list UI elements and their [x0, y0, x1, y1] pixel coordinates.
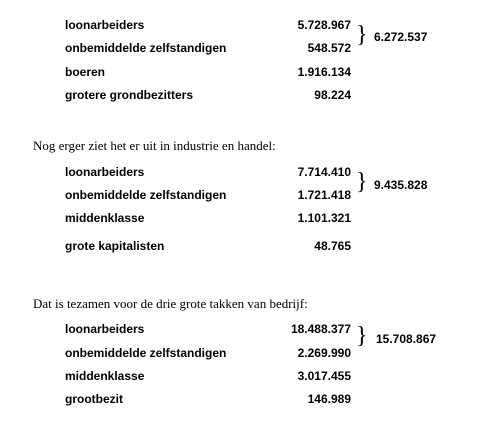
- group-total: 15.708.867: [376, 332, 437, 346]
- row-label: grotere grondbezitters: [65, 88, 194, 102]
- row-label: loonarbeiders: [65, 18, 145, 32]
- row-value: 5.728.967: [297, 18, 351, 32]
- table-row: [65, 321, 365, 337]
- row-label: middenklasse: [65, 211, 145, 225]
- row-value: 548.572: [307, 41, 351, 55]
- row-value: 98.224: [314, 88, 351, 102]
- table-row: [65, 87, 365, 103]
- row-value: 3.017.455: [297, 369, 351, 383]
- row-label: onbemiddelde zelfstandigen: [65, 41, 227, 55]
- row-label: middenklasse: [65, 369, 145, 383]
- group-total: 6.272.537: [374, 30, 428, 44]
- table-row: [65, 210, 365, 226]
- row-value: 146.989: [307, 392, 351, 406]
- table-row: [65, 164, 365, 180]
- brace-symbol: }: [356, 22, 368, 48]
- group-total: 9.435.828: [374, 178, 428, 192]
- table-row: [65, 187, 365, 203]
- row-label: onbemiddelde zelfstandigen: [65, 188, 227, 202]
- section-intro-text: Dat is tezamen voor de drie grote takken van bedrijf:: [33, 296, 308, 311]
- row-label: onbemiddelde zelfstandigen: [65, 346, 227, 360]
- row-label: grote kapitalisten: [65, 239, 165, 253]
- row-value: 2.269.990: [297, 346, 351, 360]
- row-value: 18.488.377: [290, 322, 351, 336]
- row-value: 48.765: [314, 239, 351, 253]
- row-label: loonarbeiders: [65, 165, 145, 179]
- row-label: loonarbeiders: [65, 322, 145, 336]
- row-value: 1.721.418: [297, 188, 351, 202]
- row-value: 1.101.321: [297, 211, 351, 225]
- table-row: [65, 391, 365, 407]
- row-value: 1.916.134: [297, 65, 351, 79]
- section-intro-text: Nog erger ziet het er uit in industrie en handel:: [33, 138, 276, 153]
- table-row: [65, 40, 365, 56]
- table-row: [65, 64, 365, 80]
- row-label: boeren: [65, 65, 106, 79]
- table-row: [65, 345, 365, 361]
- table-row: [65, 238, 365, 254]
- row-value: 7.714.410: [297, 165, 351, 179]
- table-row: [65, 368, 365, 384]
- row-label: grootbezit: [65, 392, 123, 406]
- brace-symbol: }: [356, 169, 368, 195]
- brace-symbol: }: [356, 323, 368, 349]
- table-row: [65, 17, 365, 33]
